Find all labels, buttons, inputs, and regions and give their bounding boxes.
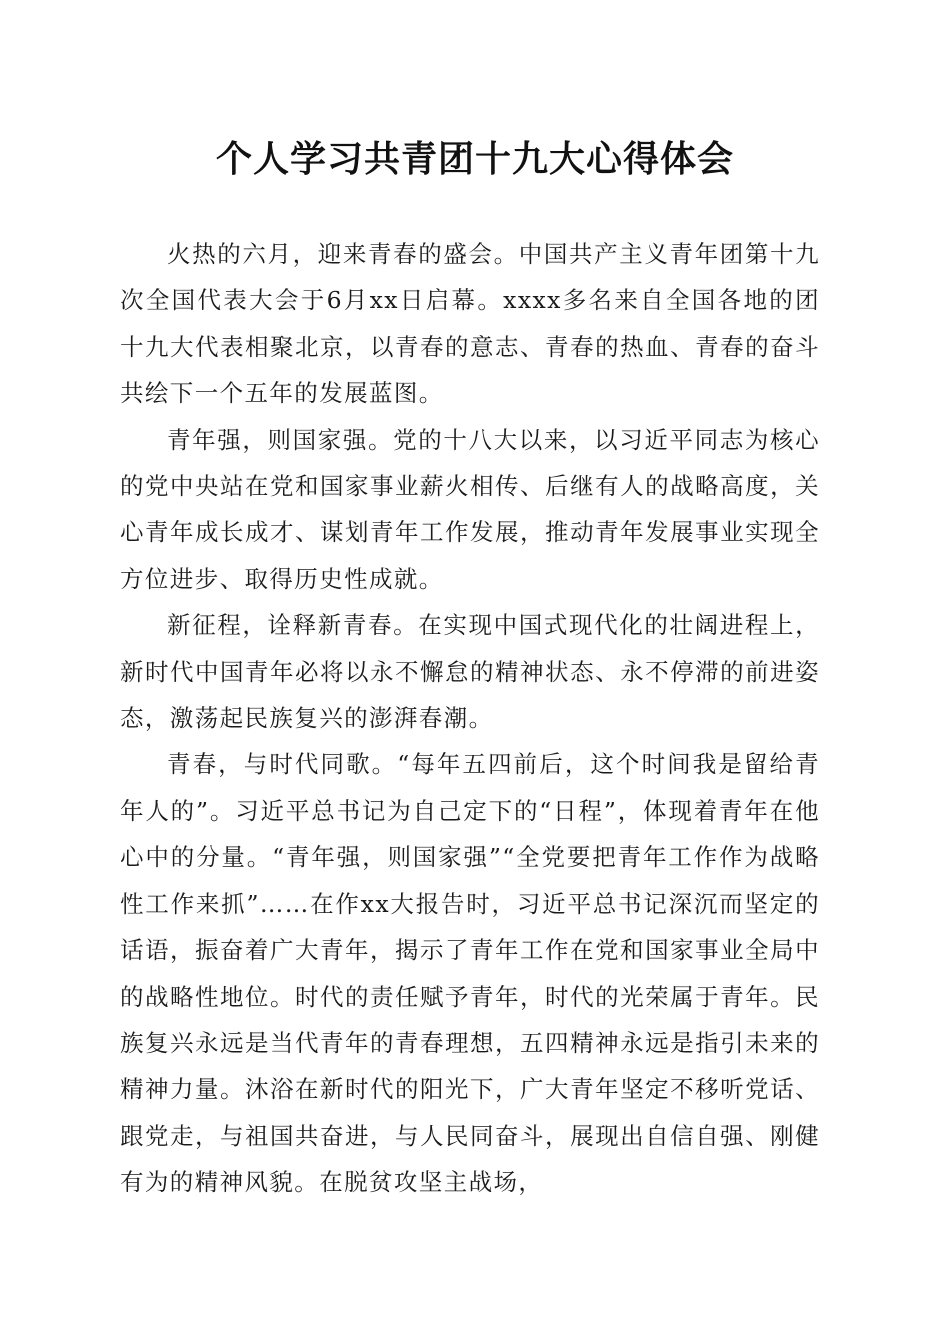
document-body [120, 231, 820, 1206]
document-title: 个人学习共青团十九大心得体会 [215, 138, 734, 180]
paragraph-1: 火热的六月，迎来青春的盛会。中国共产主义青年团第十九次全国代表大会于6月xx日启幕。xxxx多名来自全国各地的团十九大代表相聚北京，以青春的意志、青春的热血、青春的奋斗共绘下一个五年的发展蓝图。 [120, 240, 820, 408]
paragraph-4: 青春，与时代同歌。“每年五四前后，这个时间我是留给青年人的”。习近平总书记为自己定下的“日程”，体现着青年在他心中的分量。“青年强，则国家强”“全党要把青年工作作为战略性工作来抓”……在作xx大报告时，习近平总书记深沉而坚定的话语，振奋着广大青年，揭示了青年工作在党和国家事业全局中的战略性地位。时代的责任赋予青年，时代的光荣属于青年。民族复兴永远是当代青年的青春理想，五四精神永远是指引未来的精神力量。沐浴在新时代的阳光下，广大青年坚定不移听党话、跟党走，与祖国共奋进，与人民同奋斗，展现出自信自强、刚健有为的精神风貌。在脱贫攻坚主战场， [120, 750, 820, 1197]
paragraph-3: 新征程，诠释新青春。在实现中国式现代化的壮阔进程上，新时代中国青年必将以永不懈怠的精神状态、永不停滞的前进姿态，激荡起民族复兴的澎湃春潮。 [120, 611, 820, 733]
paragraph-2: 青年强，则国家强。党的十八大以来，以习近平同志为核心的党中央站在党和国家事业薪火相传、后继有人的战略高度，关心青年成长成才、谋划青年工作发展，推动青年发展事业实现全方位进步、取得历史性成就。 [120, 425, 820, 593]
